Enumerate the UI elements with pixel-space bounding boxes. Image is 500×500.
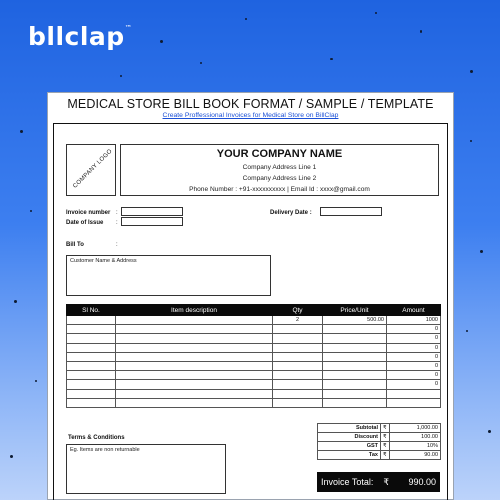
company-name: YOUR COMPANY NAME bbox=[216, 148, 343, 160]
delivery-date-field[interactable] bbox=[320, 207, 382, 216]
price-unit-cell[interactable] bbox=[323, 361, 387, 370]
header-item-description: Item description bbox=[116, 305, 273, 316]
sl-no-cell[interactable] bbox=[67, 352, 116, 361]
amount-cell[interactable]: 0 bbox=[387, 380, 441, 389]
address-line-2: Company Address Line 2 bbox=[242, 175, 317, 182]
sl-no-cell[interactable] bbox=[67, 380, 116, 389]
customer-address-placeholder: Customer Name & Address bbox=[70, 258, 137, 264]
summary-currency: ₹ bbox=[381, 442, 390, 451]
items-header-row bbox=[67, 305, 441, 316]
table-row bbox=[67, 316, 441, 325]
sl-no-cell[interactable] bbox=[67, 316, 116, 325]
customer-address-field[interactable] bbox=[66, 255, 271, 296]
item-description-cell[interactable] bbox=[116, 398, 273, 407]
amount-cell[interactable]: 0 bbox=[387, 343, 441, 352]
invoice-sheet bbox=[47, 92, 454, 500]
invoice-total-label: Invoice Total: bbox=[321, 477, 374, 487]
item-description-cell[interactable] bbox=[116, 380, 273, 389]
sl-no-cell[interactable] bbox=[67, 361, 116, 370]
summary-row bbox=[318, 442, 441, 451]
items-table bbox=[66, 304, 441, 408]
summary-row bbox=[318, 451, 441, 460]
amount-cell[interactable] bbox=[387, 398, 441, 407]
summary-value: 100.00 bbox=[390, 433, 441, 442]
sl-no-cell[interactable] bbox=[67, 389, 116, 398]
item-description-cell[interactable] bbox=[116, 334, 273, 343]
invoice-number-colon: : bbox=[116, 210, 118, 216]
billclap-logo bbox=[28, 22, 132, 51]
qty-cell[interactable] bbox=[273, 361, 323, 370]
qty-cell[interactable] bbox=[273, 380, 323, 389]
summary-value: 1,000.00 bbox=[390, 424, 441, 433]
item-description-cell[interactable] bbox=[116, 361, 273, 370]
table-row bbox=[67, 352, 441, 361]
summary-table bbox=[317, 423, 441, 460]
header-price-unit: Price/Unit bbox=[323, 305, 387, 316]
amount-cell[interactable]: 0 bbox=[387, 361, 441, 370]
terms-placeholder: Eg. Items are non returnable bbox=[70, 447, 140, 453]
table-row bbox=[67, 343, 441, 352]
price-unit-cell[interactable] bbox=[323, 334, 387, 343]
table-row bbox=[67, 334, 441, 343]
amount-cell[interactable]: 0 bbox=[387, 325, 441, 334]
table-row bbox=[67, 361, 441, 370]
price-unit-cell[interactable] bbox=[323, 380, 387, 389]
summary-label: Discount bbox=[318, 433, 381, 442]
billclap-link[interactable]: Create Proffessional Invoices for Medical Store on BillClap bbox=[162, 112, 339, 119]
invoice-total-bar bbox=[317, 472, 440, 492]
company-details bbox=[120, 144, 439, 196]
invoice-number-field[interactable] bbox=[121, 207, 183, 216]
qty-cell[interactable] bbox=[273, 389, 323, 398]
qty-cell[interactable] bbox=[273, 334, 323, 343]
header-amount: Amount bbox=[387, 305, 441, 316]
price-unit-cell[interactable]: 500.00 bbox=[323, 316, 387, 325]
summary-value: 90.00 bbox=[390, 451, 441, 460]
qty-cell[interactable] bbox=[273, 371, 323, 380]
amount-cell[interactable]: 1000 bbox=[387, 316, 441, 325]
summary-currency: ₹ bbox=[381, 433, 390, 442]
sl-no-cell[interactable] bbox=[67, 334, 116, 343]
table-row bbox=[67, 325, 441, 334]
summary-value: 10% bbox=[390, 442, 441, 451]
qty-cell[interactable] bbox=[273, 325, 323, 334]
price-unit-cell[interactable] bbox=[323, 398, 387, 407]
sl-no-cell[interactable] bbox=[67, 371, 116, 380]
date-of-issue-colon: : bbox=[116, 220, 118, 226]
price-unit-cell[interactable] bbox=[323, 325, 387, 334]
summary-label: GST bbox=[318, 442, 381, 451]
invoice-total-value: 990.00 bbox=[408, 477, 436, 487]
summary-label: Subtotal bbox=[318, 424, 381, 433]
summary-currency: ₹ bbox=[381, 424, 390, 433]
summary-row bbox=[318, 424, 441, 433]
table-row bbox=[67, 389, 441, 398]
date-of-issue-field[interactable] bbox=[121, 217, 183, 226]
invoice-number-label: Invoice number bbox=[66, 210, 111, 216]
terms-field[interactable] bbox=[66, 444, 226, 494]
summary-row bbox=[318, 433, 441, 442]
item-description-cell[interactable] bbox=[116, 352, 273, 361]
amount-cell[interactable]: 0 bbox=[387, 334, 441, 343]
brand-name: bllclap bbox=[28, 22, 125, 51]
item-description-cell[interactable] bbox=[116, 325, 273, 334]
date-of-issue-label: Date of Issue bbox=[66, 220, 104, 226]
trademark-mark: ™ bbox=[124, 24, 133, 32]
currency-symbol: ₹ bbox=[383, 476, 390, 487]
price-unit-cell[interactable] bbox=[323, 371, 387, 380]
qty-cell[interactable] bbox=[273, 398, 323, 407]
invoice-body bbox=[53, 123, 448, 500]
amount-cell[interactable] bbox=[387, 389, 441, 398]
contact-info: Phone Number : +91-xxxxxxxxxx | Email Id : xxxx@gmail.com bbox=[189, 186, 370, 193]
price-unit-cell[interactable] bbox=[323, 343, 387, 352]
terms-label: Terms & Conditions bbox=[68, 435, 125, 441]
qty-cell[interactable] bbox=[273, 352, 323, 361]
amount-cell[interactable]: 0 bbox=[387, 371, 441, 380]
company-logo-placeholder bbox=[66, 144, 116, 196]
item-description-cell[interactable] bbox=[116, 343, 273, 352]
price-unit-cell[interactable] bbox=[323, 352, 387, 361]
summary-currency: ₹ bbox=[381, 451, 390, 460]
sl-no-cell[interactable] bbox=[67, 343, 116, 352]
bill-to-colon: : bbox=[116, 242, 118, 248]
header-sl-no: Sl No. bbox=[67, 305, 116, 316]
header-qty: Qty bbox=[273, 305, 323, 316]
qty-cell[interactable] bbox=[273, 343, 323, 352]
address-line-1: Company Address Line 1 bbox=[242, 164, 317, 171]
delivery-date-label: Delivery Date : bbox=[270, 210, 312, 216]
sl-no-cell[interactable] bbox=[67, 398, 116, 407]
amount-cell[interactable]: 0 bbox=[387, 352, 441, 361]
bill-to-label: Bill To bbox=[66, 242, 84, 248]
table-row bbox=[67, 398, 441, 407]
logo-placeholder-text: COMPANY LOGO bbox=[72, 148, 114, 190]
table-row bbox=[67, 371, 441, 380]
table-row bbox=[67, 380, 441, 389]
summary-label: Tax bbox=[318, 451, 381, 460]
item-description-cell[interactable] bbox=[116, 316, 273, 325]
item-description-cell[interactable] bbox=[116, 371, 273, 380]
item-description-cell[interactable] bbox=[116, 389, 273, 398]
price-unit-cell[interactable] bbox=[323, 389, 387, 398]
qty-cell[interactable]: 2 bbox=[273, 316, 323, 325]
page-title: MEDICAL STORE BILL BOOK FORMAT / SAMPLE / TEMPLATE bbox=[67, 97, 434, 111]
sl-no-cell[interactable] bbox=[67, 325, 116, 334]
